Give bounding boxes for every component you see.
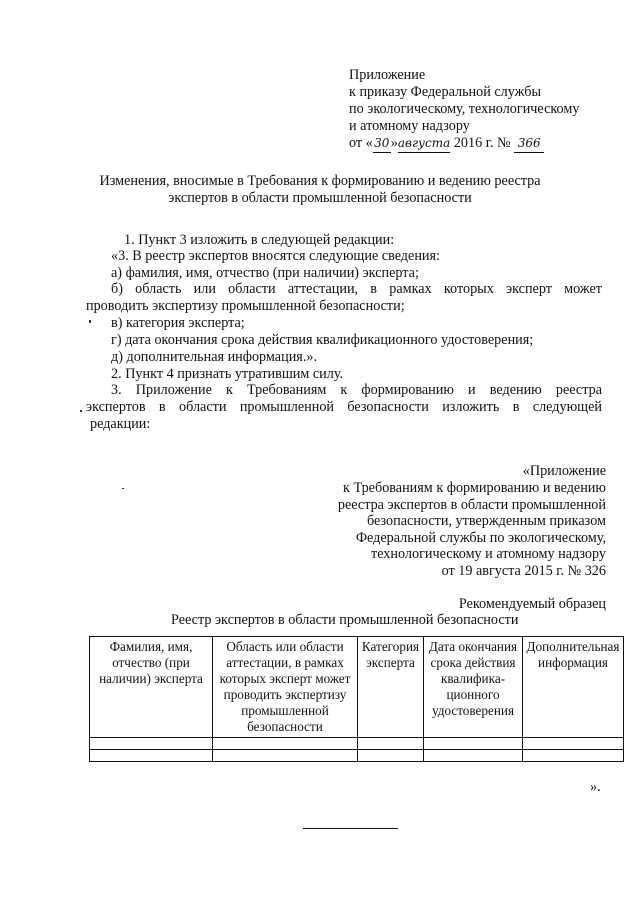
closing-divider-line — [303, 828, 398, 829]
item1-text: 1. Пункт 3 изложить в следующей редакции: — [124, 232, 395, 248]
order-header-line1: Приложение — [349, 67, 426, 83]
table-cell — [358, 738, 424, 750]
subitem-b-line1-text: б) область или области аттестации, в рамках которых эксперт может — [111, 281, 602, 297]
order-header-line2: к приказу Федеральной службы — [349, 84, 542, 100]
order-header-line3: по экологическому, технологическому — [349, 101, 580, 117]
item3-line1-text: 3. Приложение к Требованиям к формированию и ведению реестра — [111, 382, 602, 398]
expert-registry-table — [89, 636, 624, 762]
appendix-line2: к Требованиям к формированию и ведению — [343, 480, 606, 496]
item3-line3: редакции: — [90, 416, 151, 432]
item3-line2-text: экспертов в области промышленной безопасности изложить в следующей — [86, 399, 602, 415]
table-cell — [90, 750, 213, 762]
handwritten-month: августа — [398, 135, 450, 153]
header-attestation-area: Область или области аттестации, в рамках которых эксперт может проводить экспертизу промышленной безопасности — [213, 637, 358, 738]
date-mid: » — [390, 135, 398, 151]
scan-speck — [80, 410, 82, 412]
document-title-line1: Изменения, вносимые в Требования к формированию и ведению реестра — [99, 173, 541, 189]
appendix-line3: реестра экспертов в области промышленной — [337, 497, 606, 513]
header-category: Категория эксперта — [358, 637, 424, 738]
table-cell — [213, 738, 358, 750]
table-row — [90, 750, 624, 762]
recommended-sample-label: Рекомендуемый образец — [458, 596, 606, 612]
table-cell — [213, 750, 358, 762]
item3-line1 — [86, 382, 602, 399]
table-cell — [424, 738, 523, 750]
table-title: Реестр экспертов в области промышленной безопасности — [171, 612, 519, 628]
item3-line2 — [86, 399, 602, 416]
table-cell — [358, 750, 424, 762]
closing-quote: ». — [590, 779, 601, 795]
table-cell — [90, 738, 213, 750]
date-year: 2016 г. № — [450, 135, 515, 151]
order-header-line4: и атомному надзору — [349, 118, 470, 134]
item2-text: 2. Пункт 4 признать утратившим силу. — [111, 366, 344, 382]
item3-intro: «3. В реестр экспертов вносятся следующие сведения: — [111, 248, 440, 264]
table-cell — [523, 750, 624, 762]
table-row — [90, 738, 624, 750]
appendix-line5: Федеральной службы по экологическому, — [355, 530, 606, 546]
scan-speck — [122, 488, 124, 489]
date-prefix: от « — [349, 135, 373, 151]
subitem-g: г) дата окончания срока действия квалификационного удостоверения; — [111, 332, 534, 348]
table-header-row — [90, 637, 624, 738]
document-title-line2: экспертов в области промышленной безопасности — [168, 190, 472, 206]
subitem-d: д) дополнительная информация.». — [111, 349, 318, 365]
handwritten-day: 30 — [373, 135, 391, 153]
table-cell — [523, 738, 624, 750]
subitem-b-line1 — [86, 281, 602, 298]
header-expiry-date: Дата окончания срока действия квалифика-ционного удостоверения — [424, 637, 523, 738]
scan-speck — [89, 320, 91, 323]
table-cell — [424, 750, 523, 762]
header-additional-info: Дополнительная информация — [523, 637, 624, 738]
appendix-line7: от 19 августа 2015 г. № 326 — [441, 563, 606, 579]
appendix-line6: технологическому и атомному надзору — [371, 546, 606, 562]
appendix-line4: безопасности, утвержденным приказом — [367, 513, 606, 529]
subitem-v: в) категория эксперта; — [111, 315, 245, 331]
subitem-a: а) фамилия, имя, отчество (при наличии) эксперта; — [111, 265, 419, 281]
handwritten-order-number: 366 — [514, 135, 544, 153]
subitem-b-line2: проводить экспертизу промышленной безопасности; — [86, 298, 405, 314]
order-date-line — [349, 135, 544, 153]
appendix-line1: «Приложение — [522, 463, 606, 479]
header-full-name: Фамилия, имя, отчество (при наличии) эксперта — [90, 637, 213, 738]
